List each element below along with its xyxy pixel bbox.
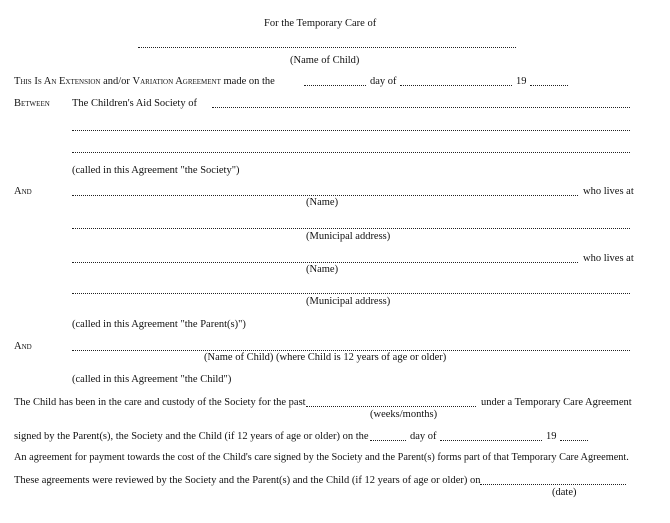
date-caption: (date) [552, 487, 577, 498]
name-caption-2: (Name) [306, 264, 339, 275]
child-name-field[interactable] [72, 350, 630, 351]
society-text: The Children's Aid Society of [72, 98, 197, 109]
child-caption: (Name of Child) (where Child is 12 years of age or older) [204, 352, 447, 363]
signed-day-of: day of [410, 431, 437, 442]
made-on-text: made on the [223, 76, 275, 87]
variation-label: Variation Agreement [132, 76, 221, 87]
and-label-parents: And [14, 186, 32, 197]
society-called: (called in this Agreement "the Society") [72, 165, 240, 176]
year-prefix: 19 [516, 76, 527, 87]
extension-line [14, 76, 275, 88]
extension-day-field[interactable] [304, 85, 366, 86]
address-caption-1: (Municipal address) [306, 231, 391, 242]
care-line-end: under a Temporary Care Agreement [481, 397, 632, 408]
form-title: For the Temporary Care of [264, 18, 377, 29]
parent-name-field-2[interactable] [72, 262, 578, 263]
between-label: Between [14, 98, 50, 109]
weeks-field[interactable] [306, 406, 476, 407]
reviewed-date-field[interactable] [480, 484, 626, 485]
parent-address-field-2[interactable] [72, 293, 630, 294]
society-line-2[interactable] [72, 130, 630, 131]
child-called: (called in this Agreement "the Child") [72, 374, 232, 385]
and-or-text: and/or [103, 76, 130, 87]
signed-year-field[interactable] [560, 440, 588, 441]
who-lives-at-2: who lives at [583, 253, 634, 264]
parent-name-field-1[interactable] [72, 195, 578, 196]
parents-called: (called in this Agreement "the Parent(s)") [72, 319, 246, 330]
parent-address-field-1[interactable] [72, 228, 630, 229]
extension-label: This Is An Extension [14, 76, 101, 87]
and-label-child: And [14, 341, 32, 352]
child-name-field[interactable] [138, 47, 516, 48]
address-caption-2: (Municipal address) [306, 296, 391, 307]
weeks-caption: (weeks/months) [370, 409, 438, 420]
signed-month-field[interactable] [440, 440, 542, 441]
extension-year-field[interactable] [530, 85, 568, 86]
extension-month-field[interactable] [400, 85, 512, 86]
signed-day-field[interactable] [370, 440, 406, 441]
signed-line-start: signed by the Parent(s), the Society and the Child (if 12 years of age or older) on the [14, 431, 369, 442]
reviewed-line: These agreements were reviewed by the Society and the Parent(s) and the Child (if 12 years of age or older) on [14, 475, 481, 486]
day-of-text: day of [370, 76, 397, 87]
name-caption-1: (Name) [306, 197, 339, 208]
who-lives-at-1: who lives at [583, 186, 634, 197]
society-line-3[interactable] [72, 152, 630, 153]
care-line-start: The Child has been in the care and custody of the Society for the past [14, 397, 306, 408]
society-name-field[interactable] [212, 107, 630, 108]
payment-line: An agreement for payment towards the cost of the Child's care signed by the Society and the Parent(s) forms part of that Temporary Care Agreement. [14, 452, 629, 463]
child-name-caption: (Name of Child) [290, 55, 360, 66]
signed-year-prefix: 19 [546, 431, 557, 442]
